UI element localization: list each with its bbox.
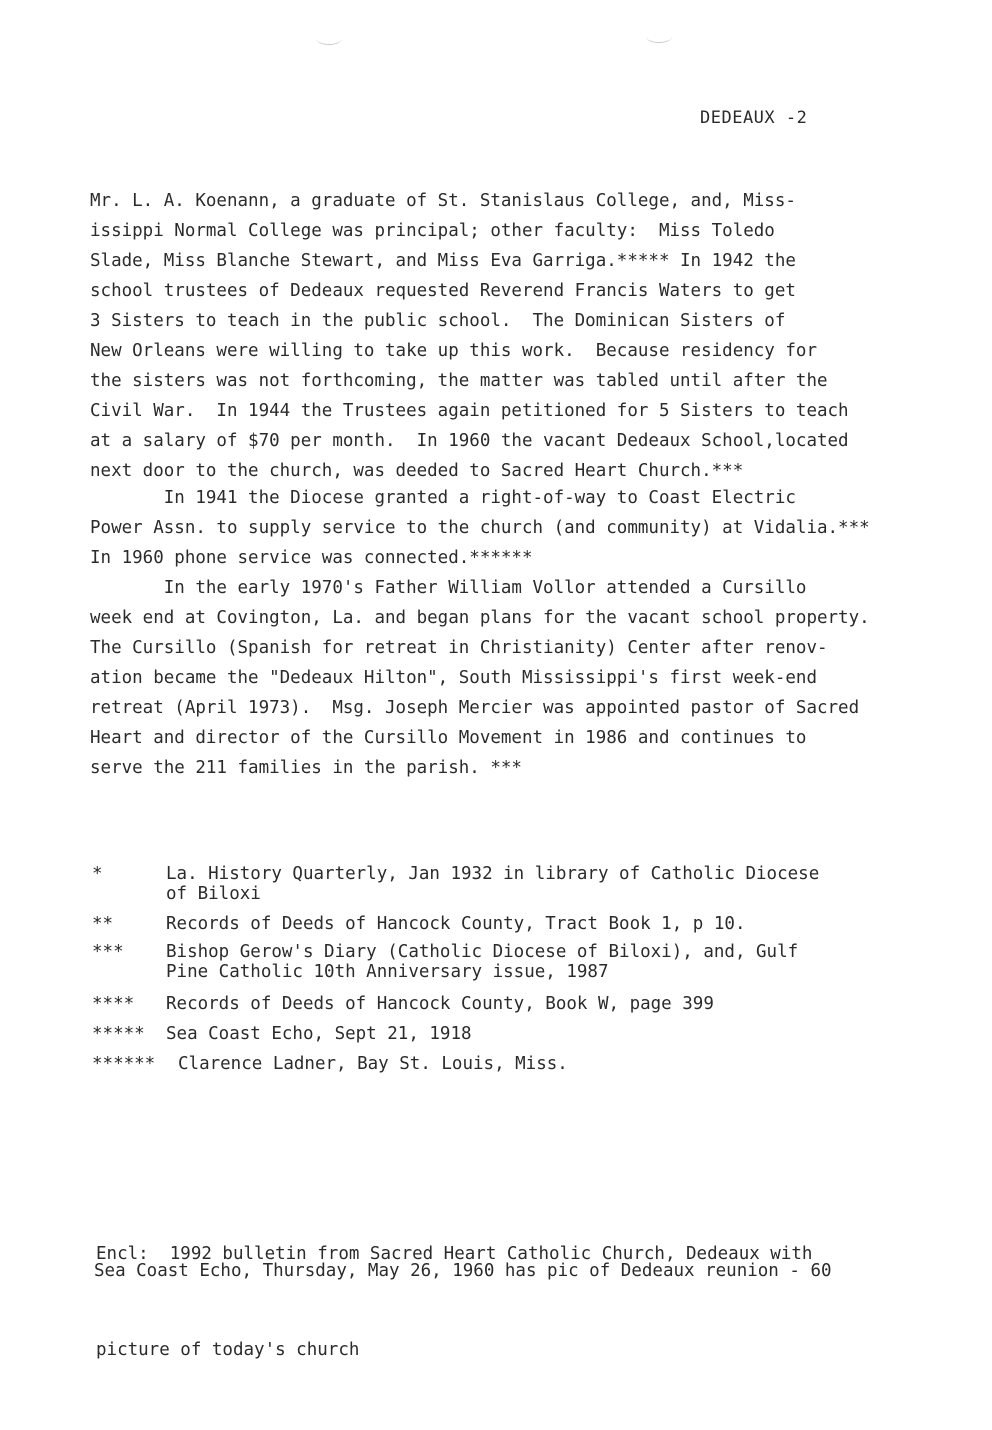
paragraph-1 <box>90 186 970 486</box>
footnote-mark: * <box>92 864 103 884</box>
footnote-5 <box>92 1024 972 1054</box>
text-line: retreat (April 1973). Msg. Joseph Mercier was appointed pastor of Sacred <box>90 698 860 718</box>
text-line: The Cursillo (Spanish for retreat in Christianity) Center after renov- <box>90 638 828 658</box>
text-line: Slade, Miss Blanche Stewart, and Miss Eva Garriga.***** In 1942 the <box>90 251 796 271</box>
text-line: Encl: 1992 bulletin from Sacred Heart Catholic Church, Dedeaux with <box>96 1244 813 1264</box>
footnote-3 <box>92 942 972 994</box>
footnote-1 <box>92 864 972 914</box>
paragraph-2 <box>90 483 970 573</box>
text-line: 3 Sisters to teach in the public school. The Dominican Sisters of <box>90 311 786 331</box>
footnote-text: La. History Quarterly, Jan 1932 in library of Catholic Diocese <box>166 864 820 884</box>
text-line: picture of today's church <box>96 1340 360 1360</box>
punch-hole-mark <box>316 32 342 45</box>
footnotes <box>92 864 972 1084</box>
footnote-mark: ** <box>92 914 114 934</box>
footnote-text: Sea Coast Echo, Sept 21, 1918 <box>166 1024 472 1044</box>
punch-hole-mark <box>646 30 672 43</box>
footnote-mark: ****** <box>92 1054 156 1074</box>
footnote-6 <box>92 1054 972 1084</box>
text-line: week end at Covington, La. and began plans for the vacant school property. <box>90 608 870 628</box>
text-line: New Orleans were willing to take up this work. Because residency for <box>90 341 817 361</box>
text-line: Power Assn. to supply service to the church (and community) at Vidalia.*** <box>90 518 870 538</box>
text-line: serve the 211 families in the parish. *** <box>90 758 522 778</box>
text-line: Heart and director of the Cursillo Movement in 1986 and continues to <box>90 728 807 748</box>
footnote-text: Records of Deeds of Hancock County, Tract Book 1, p 10. <box>166 914 746 934</box>
footnote-mark: *** <box>92 942 124 962</box>
footnote-text: Pine Catholic 10th Anniversary issue, 1987 <box>166 962 609 982</box>
text-line: In 1960 phone service was connected.****** <box>90 548 533 568</box>
footnote-text: Bishop Gerow's Diary (Catholic Diocese of Biloxi), and, Gulf <box>166 942 799 962</box>
footnote-mark: ***** <box>92 1024 145 1044</box>
text-line: next door to the church, was deeded to Sacred Heart Church.*** <box>90 461 744 481</box>
closing-line: Sea Coast Echo, Thursday, May 26, 1960 has pic of Dedeaux reunion - 60 <box>94 1261 832 1281</box>
footnote-2 <box>92 914 972 942</box>
text-line: Civil War. In 1944 the Trustees again petitioned for 5 Sisters to teach <box>90 401 849 421</box>
paragraph-3 <box>90 573 970 783</box>
text-line: Mr. L. A. Koenann, a graduate of St. Stanislaus College, and, Miss- <box>90 191 796 211</box>
enclosure-note <box>96 1174 812 1430</box>
footnote-4 <box>92 994 972 1024</box>
page-header: DEDEAUX -2 <box>700 108 808 128</box>
text-line: the sisters was not forthcoming, the matter was tabled until after the <box>90 371 828 391</box>
text-line: issippi Normal College was principal; other faculty: Miss Toledo <box>90 221 775 241</box>
text-line: school trustees of Dedeaux requested Reverend Francis Waters to get <box>90 281 796 301</box>
footnote-text: Clarence Ladner, Bay St. Louis, Miss. <box>178 1054 568 1074</box>
footnote-text: Records of Deeds of Hancock County, Book W, page 399 <box>166 994 714 1014</box>
footnote-mark: **** <box>92 994 135 1014</box>
text-line: ation became the "Dedeaux Hilton", South Mississippi's first week-end <box>90 668 817 688</box>
footnote-text: of Biloxi <box>166 884 261 904</box>
text-line: In 1941 the Diocese granted a right-of-way to Coast Electric <box>90 488 796 508</box>
text-line: at a salary of $70 per month. In 1960 the vacant Dedeaux School,located <box>90 431 849 451</box>
text-line: In the early 1970's Father William Vollor attended a Cursillo <box>90 578 807 598</box>
